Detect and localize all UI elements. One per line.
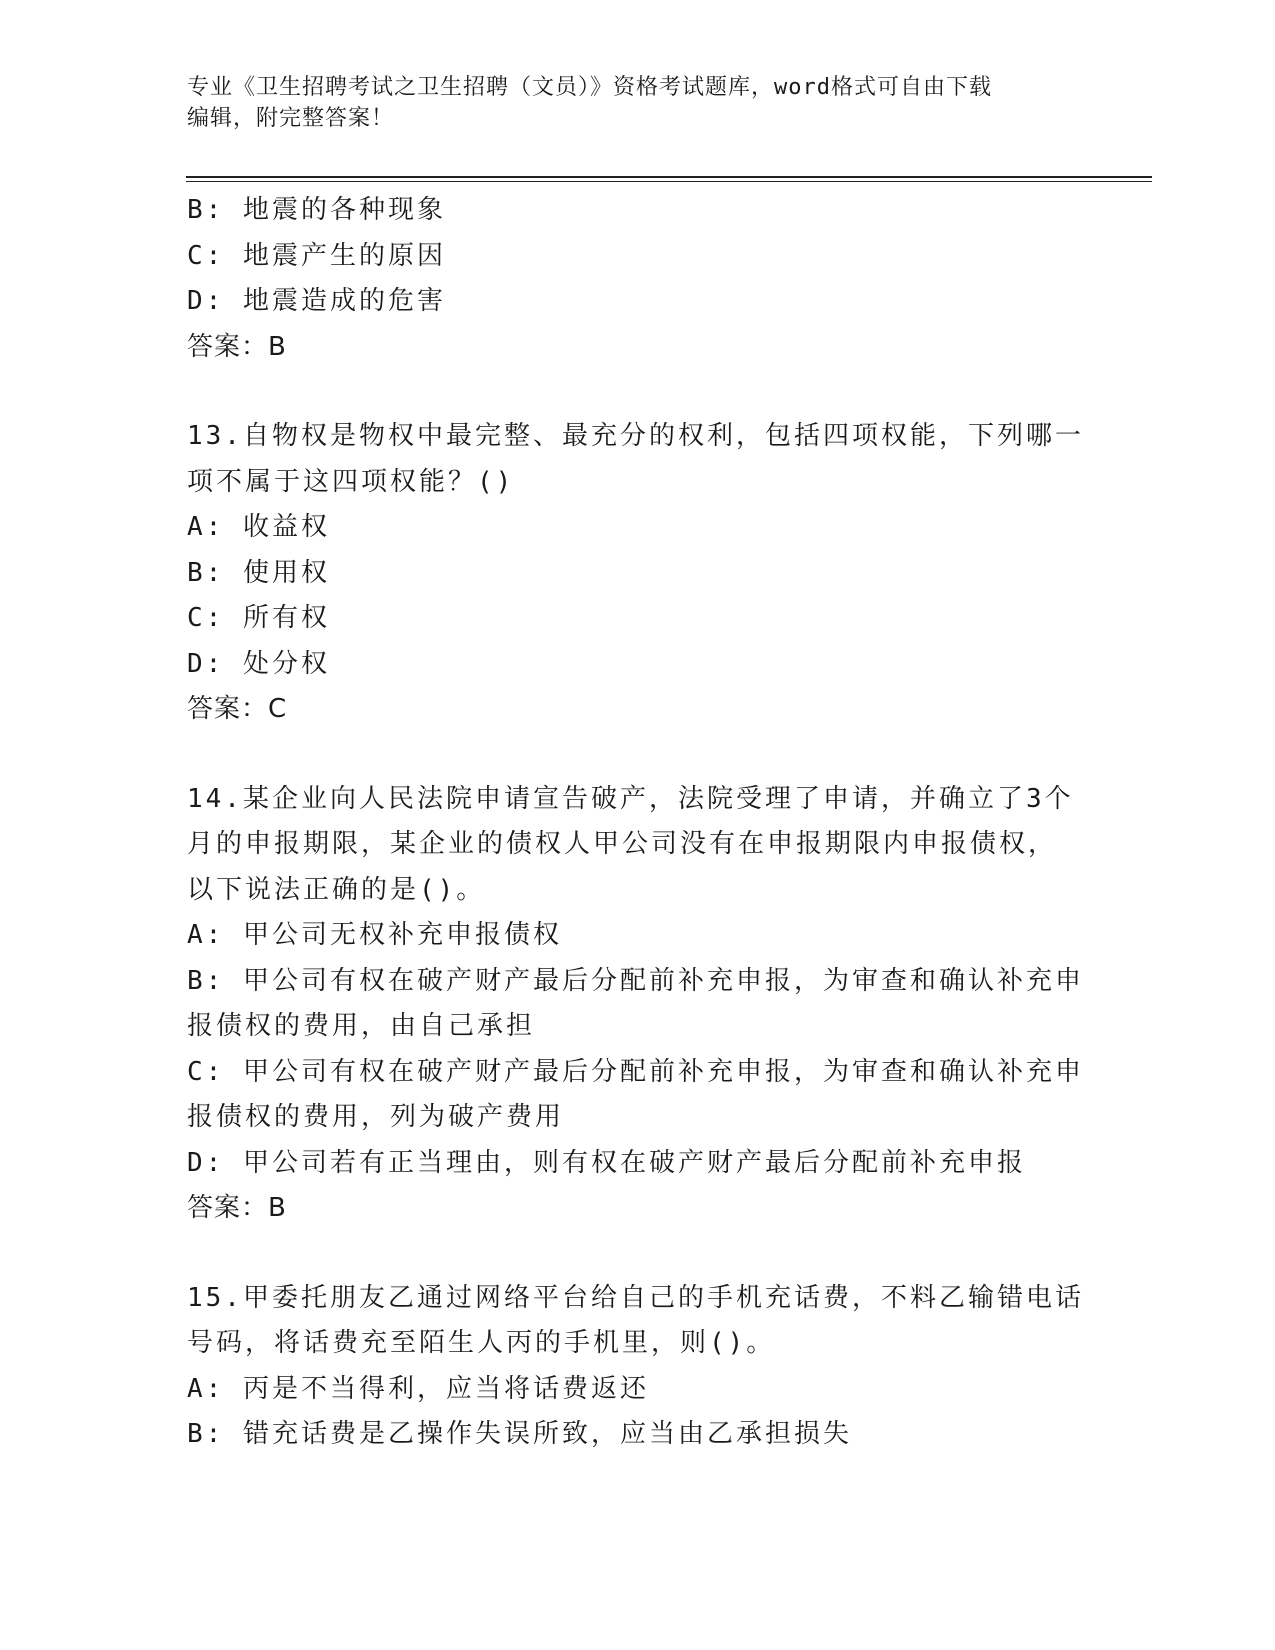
option-c-continued: 报债权的费用，列为破产费用: [187, 1102, 565, 1132]
header-line-1: 专业《卫生招聘考试之卫生招聘（文员）》资格考试题库，word格式可自由下载: [187, 75, 992, 100]
spacer: [187, 733, 1087, 777]
option-b: B: 错充话费是乙操作失误所致，应当由乙承担损失: [187, 1419, 852, 1449]
question-12-continued: [187, 188, 1087, 370]
question-15: [187, 1276, 1087, 1458]
question-stem-continued: 月的申报期限，某企业的债权人甲公司没有在申报期限内申报债权，: [187, 829, 1058, 859]
option-d: D: 处分权: [187, 648, 330, 679]
question-stem-continued: 项不属于这四项权能？(): [187, 466, 515, 497]
answer: 答案：B: [187, 331, 287, 362]
option-d: D: 地震造成的危害: [187, 286, 446, 316]
spacer: [187, 1232, 1087, 1276]
answer: 答案：B: [187, 1193, 287, 1223]
question-stem-continued: 以下说法正确的是()。: [187, 874, 486, 905]
option-a: A: 收益权: [187, 512, 330, 542]
question-list: [187, 188, 1087, 1458]
option-c: C: 地震产生的原因: [187, 240, 446, 271]
question-stem: 13.自物权是物权中最完整、最充分的权利，包括四项权能，下列哪一: [187, 421, 1084, 451]
document-header: [187, 72, 1067, 134]
option-c: C: 甲公司有权在破产财产最后分配前补充申报，为审查和确认补充申: [187, 1056, 1084, 1087]
option-b: B: 地震的各种现象: [187, 195, 446, 225]
question-14: [187, 777, 1087, 1232]
question-stem: 14.某企业向人民法院申请宣告破产，法院受理了申请，并确立了3个: [187, 783, 1074, 814]
option-c: C: 所有权: [187, 603, 330, 633]
option-a: A: 丙是不当得利，应当将话费返还: [187, 1373, 649, 1404]
option-d: D: 甲公司若有正当理由，则有权在破产财产最后分配前补充申报: [187, 1147, 1026, 1178]
header-line-2: 编辑，附完整答案！: [187, 106, 395, 131]
answer: 答案：C: [187, 694, 288, 724]
header-divider-thick: [186, 176, 1152, 178]
question-13: [187, 414, 1087, 733]
option-a: A: 甲公司无权补充申报债权: [187, 920, 562, 950]
header-divider-thin: [186, 181, 1152, 182]
question-stem: 15.甲委托朋友乙通过网络平台给自己的手机充话费，不料乙输错电话: [187, 1282, 1084, 1313]
question-stem-continued: 号码，将话费充至陌生人丙的手机里，则()。: [187, 1328, 776, 1358]
option-b: B: 甲公司有权在破产财产最后分配前补充申报，为审查和确认补充申: [187, 965, 1084, 996]
spacer: [187, 370, 1087, 414]
option-b: B: 使用权: [187, 557, 330, 588]
option-b-continued: 报债权的费用，由自己承担: [187, 1011, 536, 1041]
